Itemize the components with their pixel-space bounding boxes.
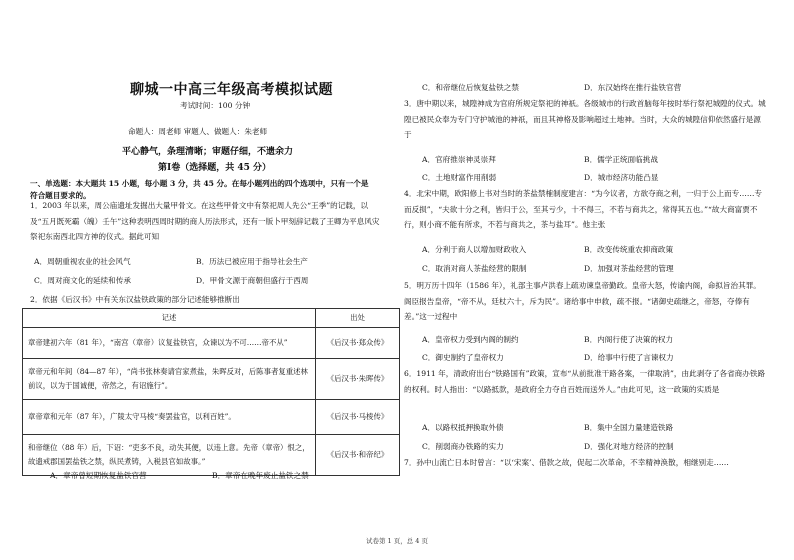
table-cell-source: 《后汉书·马棱传》 bbox=[316, 400, 400, 435]
question-2-option-c[interactable]: C．和帝继位后恢复盐铁之禁 bbox=[422, 83, 519, 92]
question-4-option-c[interactable]: C．取消对商人茶盐经营的限制 bbox=[422, 264, 527, 273]
table-header-record: 记述 bbox=[23, 309, 316, 328]
question-4-option-d[interactable]: D．加强对茶盐经营的管理 bbox=[584, 264, 674, 273]
question-1-stem: 1．2003 年以来，周公庙遗址发掘出大量甲骨文。在这些甲骨文中有祭祀周人先公“王季”的记载，以及“五月既死霸（魄）壬午”这种表明西周时期的商人历法形式，还有一版卜甲刻辞记载了王卿为平息风灾祭祀东南西北四方神的仪式。据此可知 bbox=[30, 201, 380, 241]
question-3-option-b[interactable]: B．儒学正统面临挑战 bbox=[584, 155, 658, 164]
exam-title: 聊城一中高三年级高考模拟试题 bbox=[130, 82, 333, 98]
table-cell-source: 《后汉书·朱晖传》 bbox=[316, 359, 400, 400]
question-5-stem: 5．明万历十四年（1586 年），礼部主事卢洪春上疏劝谏皇帝勤政。皇帝大怒，传谕内阁，命拟旨治其罪。阁臣报告皇帝，“帝不从，廷杖六十，斥为民”。诸给事中申救，疏不报。“诸御史疏继之，帝怒，夺俸有差。”这一过程中 bbox=[404, 281, 761, 321]
question-5-option-a[interactable]: A．皇帝权力受到内阁的制约 bbox=[422, 335, 519, 344]
table-cell-record: 章帝建初六年（81 年），“南宫（章帝）议复盐铁官，众谏以为不可……帝不从” bbox=[23, 328, 316, 359]
question-1-option-d[interactable]: D．甲骨文源于商朝但盛行于西周 bbox=[196, 276, 309, 285]
authors: 命题人：周老师 审题人、做题人：朱老师 bbox=[128, 127, 268, 136]
motto: 平心静气，条理清晰；审题仔细，不遗余力 bbox=[122, 147, 294, 157]
question-2-option-b[interactable]: B．章帝在晚年废止盐铁之禁 bbox=[212, 471, 309, 480]
table-header-row bbox=[23, 309, 400, 328]
question-1-option-b[interactable]: B．历法已被应用于指导社会生产 bbox=[196, 257, 308, 266]
table-cell-record: 和帝继位（88 年）后，下诏：“吏多不良，动失其便，以违上意。先帝（章帝）恨之，故遗戒郡国罢盐铁之禁，纵民煮铸，入税县官如故事。” bbox=[23, 435, 316, 476]
question-5-option-c[interactable]: C．御史制约了皇帝权力 bbox=[422, 353, 504, 362]
question-3-option-c[interactable]: C．土地财富作用削弱 bbox=[422, 173, 497, 182]
table-row bbox=[23, 359, 400, 400]
question-3-stem: 3．唐中期以来，城隍神成为官府所规定祭祀的神祇。各级城市的行政首脑每年按时举行祭祀城隍的仪式。城隍已被民众奉为专门守护城池的神祇，而且其神格及影响超过土地神。当时，大众的城隍信仰依然盛行是源于 bbox=[404, 99, 766, 139]
table-cell-record: 章帝章和元年（87 年），广陵太守马棱“奏罢盐官，以利百姓”。 bbox=[23, 400, 316, 435]
table-cell-source: 《后汉书·郑众传》 bbox=[316, 328, 400, 359]
question-4-option-b[interactable]: B．改变传统重农抑商政策 bbox=[584, 245, 674, 254]
question-4-stem: 4．北宋中期，欧阳修上书对当时的茶盐禁榷制度建言：“为今议者，方欲夺商之利，一归于公上而专……专而反损”，“夫欲十分之利，皆归于公，至其亏少，十不得三，不若与商共之，常得其五也。”“故大商富贾不行，则小商不能有所求，不若与商共之，茶与盐耳”。他主张 bbox=[404, 189, 763, 229]
question-5-option-d[interactable]: D．给事中行使了言谏权力 bbox=[584, 353, 674, 362]
question-6-option-d[interactable]: D．强化对地方经济的控制 bbox=[584, 442, 674, 451]
instruction-line-2: 符合题目要求的。 bbox=[30, 191, 91, 200]
question-6-option-c[interactable]: C．削弱商办铁路的实力 bbox=[422, 442, 504, 451]
question-1-option-a[interactable]: A．周朝重视农业的社会风气 bbox=[34, 257, 131, 266]
question-2-option-a[interactable]: A．章帝曾短期恢复盐铁官营 bbox=[50, 471, 147, 480]
question-2-option-d[interactable]: D．东汉始终在推行盐铁官营 bbox=[584, 83, 682, 92]
table-row bbox=[23, 328, 400, 359]
question-2-stem: 2．依据《后汉书》中有关东汉盐铁政策的部分记述能够推断出 bbox=[30, 295, 240, 304]
table-row bbox=[23, 400, 400, 435]
exam-time: 考试时间：100 分钟 bbox=[180, 101, 251, 110]
table-cell-record: 章帝元和年间（84—87 年），“尚书张林奏请官家煮盐，朱晖反对，后陈事者复重述林前议，以为于国诚便，帝然之，有诏施行”。 bbox=[23, 359, 316, 400]
question-6-option-a[interactable]: A．以路权抵押换取外债 bbox=[422, 423, 504, 432]
question-5-option-b[interactable]: B．内阁行使了决策的权力 bbox=[584, 335, 674, 344]
question-3-option-d[interactable]: D．城市经济功能凸显 bbox=[584, 173, 659, 182]
table-header-source: 出处 bbox=[316, 309, 400, 328]
question-2-record-table bbox=[22, 308, 400, 476]
instruction-line-1: 一、单选题：本大题共 15 小题，每小题 3 分，共 45 分。在每小题列出的四个选项中，只有一个是 bbox=[30, 179, 369, 188]
table-cell-source: 《后汉书·和帝纪》 bbox=[316, 435, 400, 476]
question-1-option-c[interactable]: C．周对商文化的延续和传承 bbox=[34, 276, 131, 285]
question-6-option-b[interactable]: B．集中全国力量建造铁路 bbox=[584, 423, 674, 432]
question-7-stem: 7．孙中山流亡日本时曾言：“以‘宋案’、借款之故，促起二次革命，不幸精神涣散，相继别走…… bbox=[404, 458, 729, 467]
question-3-option-a[interactable]: A．官府推崇神灵崇拜 bbox=[422, 155, 496, 164]
section-title: 第Ⅰ卷（选择题，共 45 分） bbox=[158, 163, 272, 173]
page-footer: 试卷第 1 页，总 4 页 bbox=[365, 537, 429, 545]
question-6-stem: 6．1911 年，清政府出台“铁路国有”政策，宣布“从前批准干路各案，一律取消”，由此剥夺了各省商办铁路的权利。时人指出：“以路抵款，是政府全力夺自百姓而送外人。”由此可见，这一政策的实质是 bbox=[404, 369, 766, 394]
question-4-option-a[interactable]: A．分利于商人以增加财政收入 bbox=[422, 245, 527, 254]
